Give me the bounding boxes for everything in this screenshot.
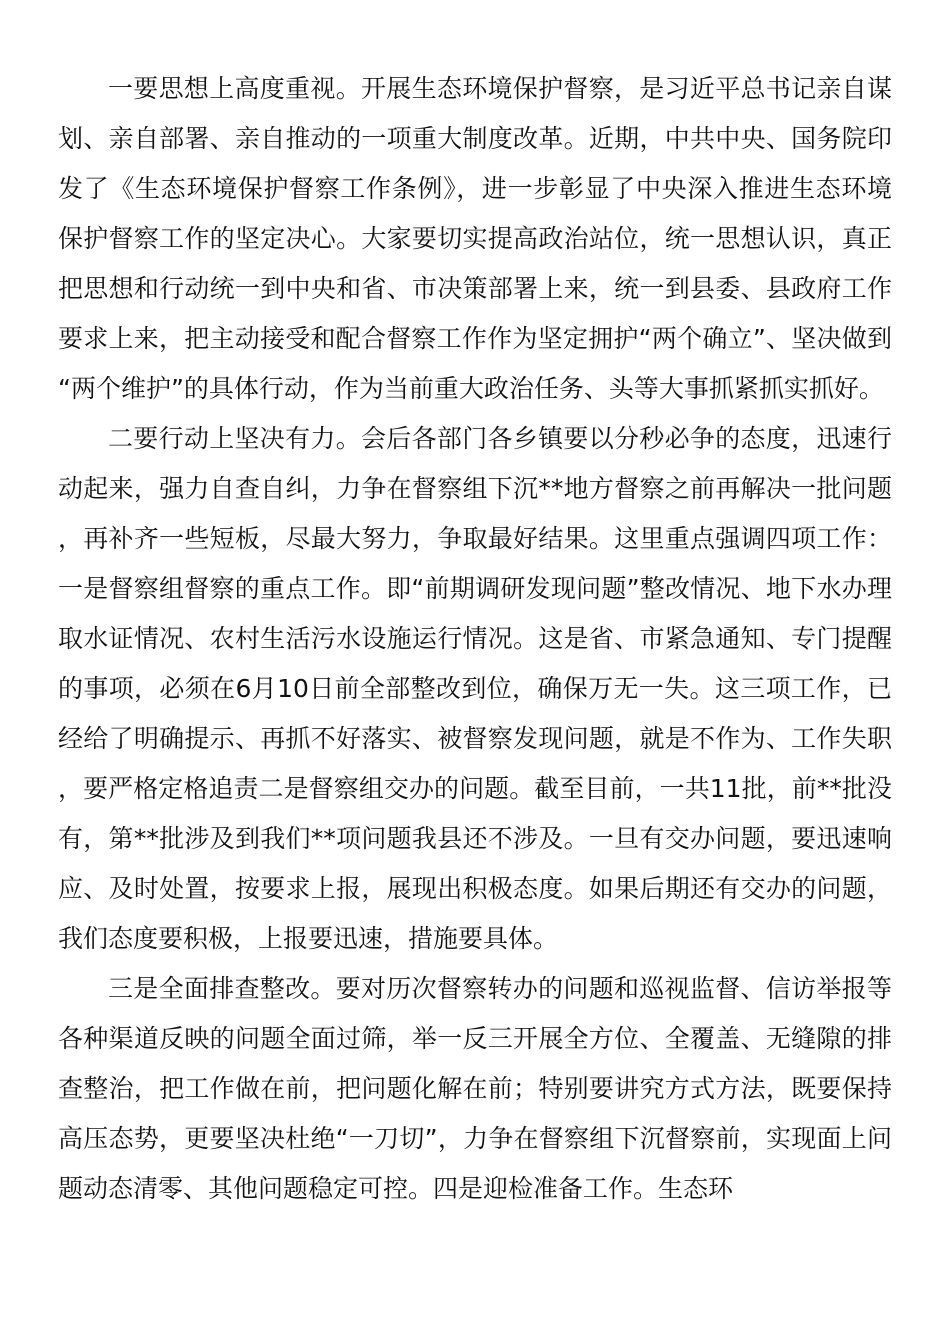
paragraph-action-decisive: 二要行动上坚决有力。会后各部门各乡镇要以分秒必争的态度，迅速行动起来，强力自查自纠，力争在督察组下沉**地方督察之前再解决一批问题，再补齐一些短板，尽最大努力，争取最好结果。这里重点强调四项工作：一是督察组督察的重点工作。即“前期调研发现问题”整改情况、地下水办理取水证情况、农村生活污水设施运行情况。这是省、市紧急通知、专门提醒的事项，必须在6月10日前全部整改到位，确保万无一失。这三项工作，已经给了明确提示、再抓不好落实、被督察发现问题，就是不作为、工作失职，要严格定格追责二是督察组交办的问题。截至目前，一共11批，前**批没有，第**批涉及到我们**项问题我县还不涉及。一旦有交办问题，要迅速响应、及时处置，按要求上报，展现出积极态度。如果后期还有交办的问题，我们态度要积极，上报要迅速，措施要具体。 [58, 424, 892, 953]
paragraph-thought-priority: 一要思想上高度重视。开展生态环境保护督察，是习近平总书记亲自谋划、亲自部署、亲自推动的一项重大制度改革。近期，中共中央、国务院印发了《生态环境保护督察工作条例》，进一步彰显了中央深入推进生态环境保护督察工作的坚定决心。大家要切实提高政治站位，统一思想认识，真正把思想和行动统一到中央和省、市决策部署上来，统一到县委、县政府工作要求上来，把主动接受和配合督察工作作为坚定拥护“两个确立”、坚决做到“两个维护”的具体行动，作为当前重大政治任务、头等大事抓紧抓实抓好。 [58, 74, 892, 403]
document-body [58, 64, 892, 1214]
paragraph-full-inspection: 三是全面排查整改。要对历次督察转办的问题和巡视监督、信访举报等各种渠道反映的问题全面过筛，举一反三开展全方位、全覆盖、无缝隙的排查整治，把工作做在前，把问题化解在前；特别要讲究方式方法，既要保持高压态势，更要坚决杜绝“一刀切”，力争在督察组下沉督察前，实现面上问题动态清零、其他问题稳定可控。四是迎检准备工作。生态环 [58, 974, 892, 1203]
